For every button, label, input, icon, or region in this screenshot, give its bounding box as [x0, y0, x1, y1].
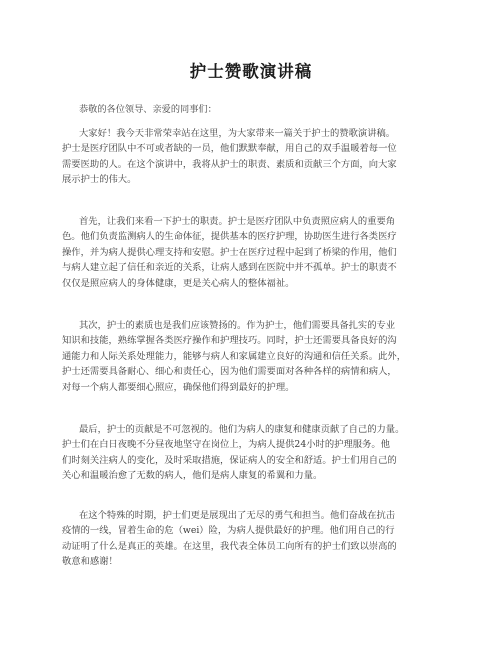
paragraph-line: 其次，护士的素质也是我们应该赞扬的。作为护士，他们需要具备扎实的专业 [79, 320, 396, 331]
paragraph-line: 与病人建立起了信任和亲近的关系，让病人感到在医院中并不孤单。护士的职责不 [62, 262, 397, 274]
greeting-line: 恭敬的各位领导、亲爱的同事们： [79, 104, 217, 115]
paragraph-line: 动证明了什么是真正的英雄。在这里，我代表全体员工向所有的护士们致以崇高的 [62, 540, 397, 552]
paragraph-line: 通能力和人际关系处理能力，能够与病人和家属建立良好的沟通和信任关系。此外， [62, 350, 406, 362]
paragraph-line: 护士还需要具备耐心、细心和责任心，因为他们需要面对各种各样的病情和病人， [62, 366, 397, 378]
paragraph-line: 在这个特殊的时期，护士们更是展现出了无尽的勇气和担当。他们奋战在抗击 [79, 510, 396, 521]
paragraph-line: 敬意和感谢！ [62, 556, 118, 568]
paragraph-line: 最后，护士的贡献是不可忽视的。他们为病人的康复和健康贡献了自己的力量。 [79, 424, 405, 435]
paragraph-contribution [62, 422, 442, 484]
paragraph-line: 仅仅是照应病人的身体健康，更是关心病人的整体福祉。 [62, 277, 295, 289]
paragraph-line: 护士们在白日夜晚不分昼夜地坚守在岗位上，为病人提供24小时的护理服务。他 [62, 439, 390, 451]
paragraph-line: 色。他们负责监测病人的生命体征，提供基本的医疗护理，协助医生进行各类医疗 [62, 231, 397, 243]
paragraph-line: 关心和温暖治愈了无数的病人，他们是病人康复的希翼和力量。 [62, 470, 323, 482]
document-title: 护士赞歌演讲稿 [189, 62, 313, 81]
paragraph-line: 护士是医疗团队中不可或者缺的一员，他们默默奉献，用自己的双手温暖着每一位 [62, 143, 397, 155]
paragraph-line: 操作，并为病人提供心理支持和安慰。护士在医疗过程中起到了桥梁的作用，他们 [62, 246, 397, 258]
paragraph-intro [62, 126, 442, 188]
paragraph-line: 们时刻关注病人的变化，及时采取措施，保证病人的安全和舒适。护士们用自己的 [62, 454, 397, 466]
paragraph-conclusion [62, 508, 442, 570]
paragraph-line: 大家好！我今天非常荣幸站在这里，为大家带来一篇关于护士的赞歌演讲稿。 [79, 128, 396, 139]
paragraph-line: 需要医助的人。在这个演讲中，我将从护士的职责、素质和贡献三个方面，向大家 [62, 158, 397, 170]
paragraph-line: 展示护士的伟大。 [62, 174, 137, 186]
paragraph-line: 疫情的一线，冒着生命的危（wei）险，为病人提供最好的护理。他们用自己的行 [62, 525, 395, 537]
paragraph-line: 知识和技能，熟练掌握各类医疗操作和护理技巧。同时，护士还需要具备良好的沟 [62, 335, 397, 347]
paragraph-line: 首先，让我们来看一下护士的职责。护士是医疗团队中负责照应病人的重要角 [79, 216, 396, 227]
paragraph-line: 对每一个病人都要细心照应，确保他们得到最好的护理。 [62, 381, 295, 393]
paragraph-qualities [62, 318, 442, 395]
paragraph-duties [62, 214, 442, 291]
